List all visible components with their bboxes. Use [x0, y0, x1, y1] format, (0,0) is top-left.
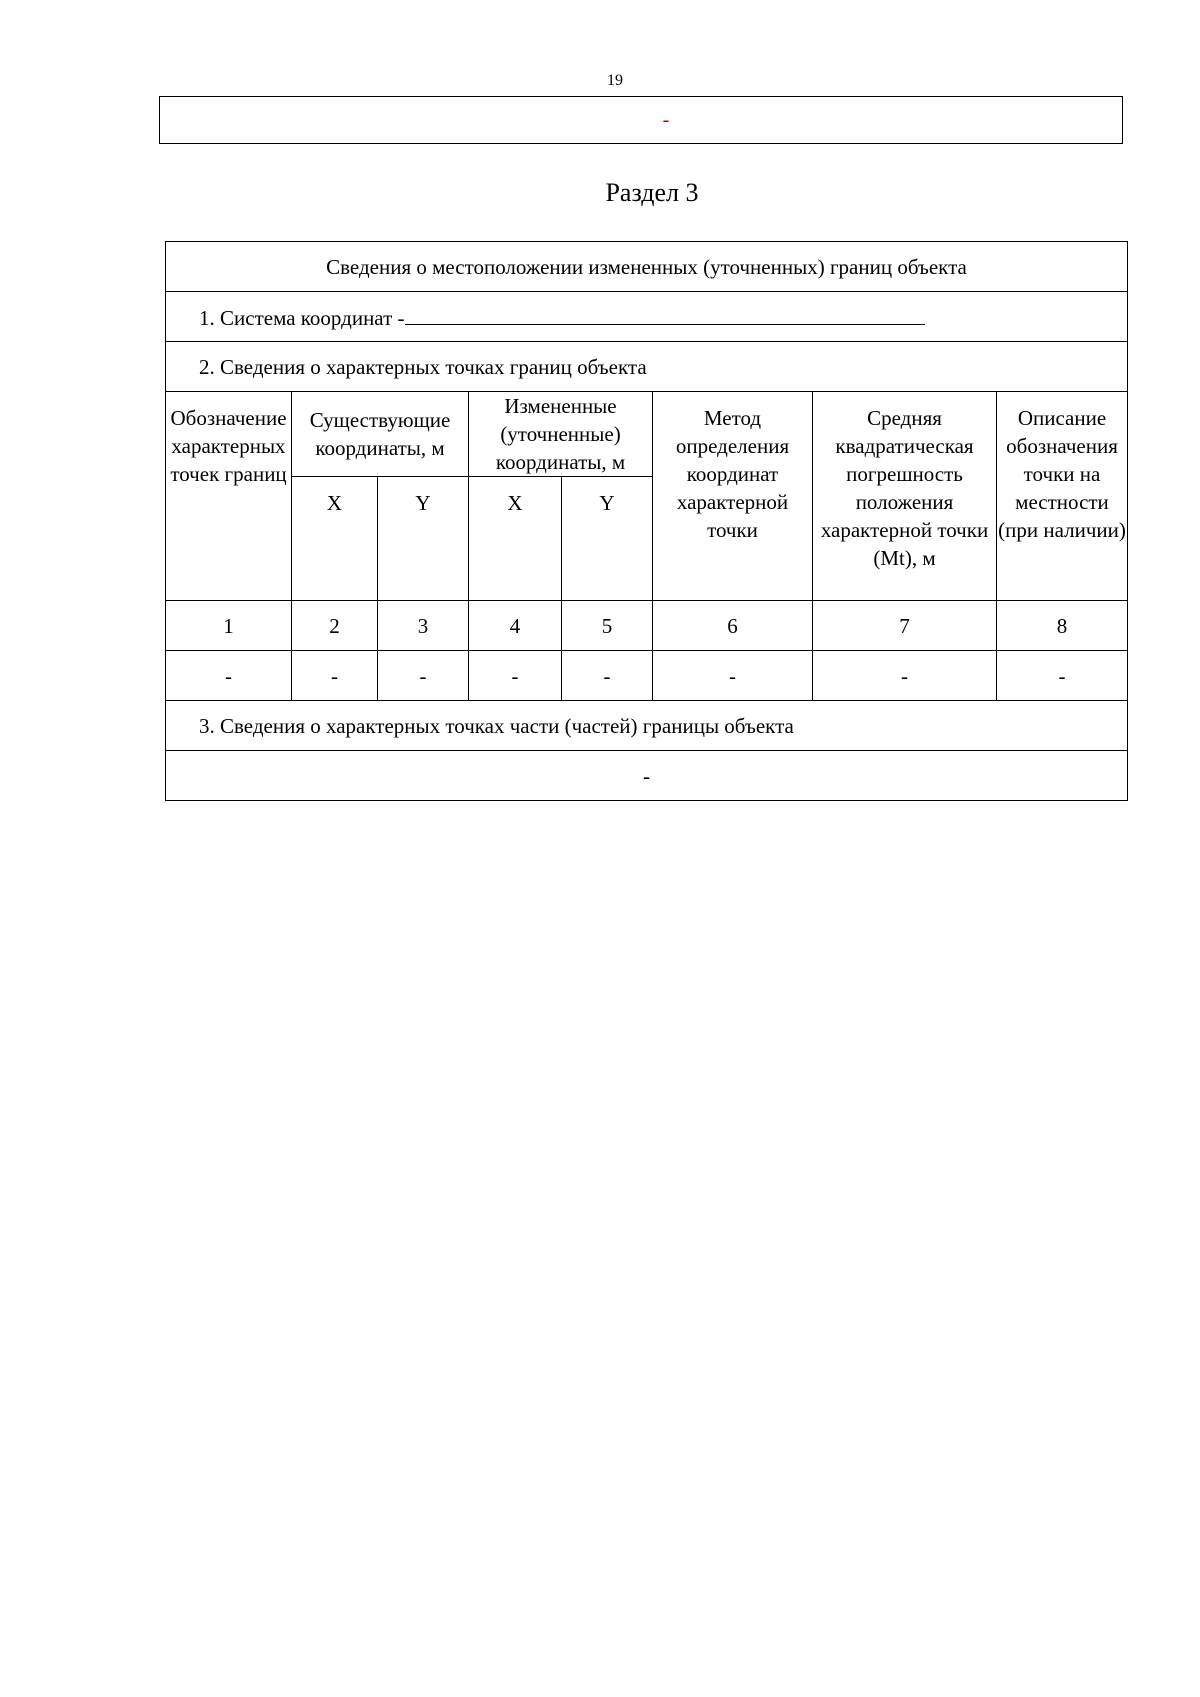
header-point-designation: Обозначение характерных точек границ — [166, 392, 292, 601]
parts-heading: 3. Сведения о характерных точках части (частей) границы объекта — [166, 701, 1128, 751]
column-number: 7 — [813, 601, 997, 651]
table-cell: - — [997, 651, 1128, 701]
table-title: Сведения о местоположении измененных (уточненных) границ объекта — [166, 242, 1128, 292]
header-changed-coords: Измененные (уточненные) координаты, м — [469, 392, 653, 477]
section-title: Раздел 3 — [605, 178, 699, 207]
coord-system-label: 1. Система координат - — [199, 305, 405, 330]
column-number: 3 — [378, 601, 469, 651]
table-cell: - — [469, 651, 562, 701]
coord-system-row — [166, 292, 1128, 342]
header-x-existing: X — [292, 477, 378, 601]
table-cell: - — [813, 651, 997, 701]
table-cell: - — [562, 651, 653, 701]
table-cell: - — [166, 651, 292, 701]
top-box-value: - — [662, 108, 670, 131]
table-cell: - — [653, 651, 813, 701]
boundary-table — [165, 241, 1128, 801]
header-y-changed: Y — [562, 477, 653, 601]
column-number: 1 — [166, 601, 292, 651]
column-number: 4 — [469, 601, 562, 651]
header-description: Описание обозначения точки на местности (при наличии) — [997, 392, 1128, 601]
header-existing-coords: Существующие координаты, м — [292, 392, 469, 477]
header-method: Метод определения координат характерной точки — [653, 392, 813, 601]
parts-value: - — [166, 751, 1128, 801]
header-error: Средняя квадратическая погрешность положения характерной точки (Mt), м — [813, 392, 997, 601]
table-cell: - — [378, 651, 469, 701]
column-number: 5 — [562, 601, 653, 651]
column-number: 8 — [997, 601, 1128, 651]
column-number: 6 — [653, 601, 813, 651]
column-number: 2 — [292, 601, 378, 651]
points-heading: 2. Сведения о характерных точках границ объекта — [166, 342, 1128, 392]
table-cell: - — [292, 651, 378, 701]
top-value-box — [159, 96, 1123, 144]
header-y-existing: Y — [378, 477, 469, 601]
header-x-changed: X — [469, 477, 562, 601]
coord-system-field — [405, 302, 925, 325]
